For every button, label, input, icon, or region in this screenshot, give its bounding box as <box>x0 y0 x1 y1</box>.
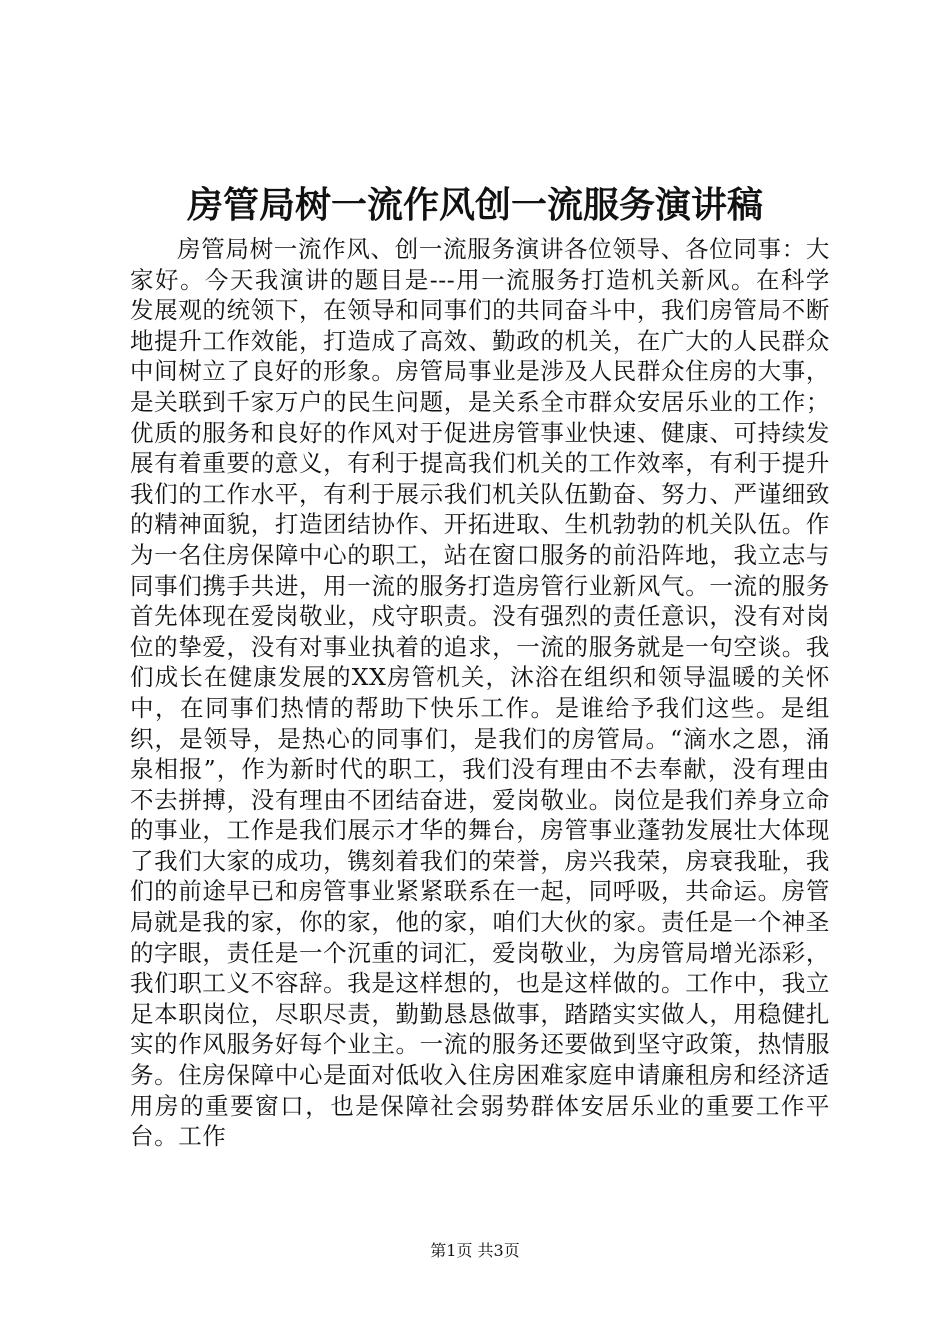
document-title: 房管局树一流作风创一流服务演讲稿 <box>186 184 763 226</box>
page-footer: 第1页 共3页 <box>430 1241 520 1260</box>
document-body-paragraph: 房管局树一流作风、创一流服务演讲各位领导、各位同事：大家好。今天我演讲的题目是---用一流服务打造机关新风。在科学发展观的统领下，在领导和同事们的共同奋斗中，我们房管局不断地提升工作效能，打造成了高效、勤政的机关，在广大的人民群众中间树立了良好的形象。房管局事业是涉及人民群众住房的大事，是关联到千家万户的民生问题，是关系全市群众安居乐业的工作；优质的服务和良好的作风对于促进房管事业快速、健康、可持续发展有着重要的意义，有利于提高我们机关的工作效率，有利于提升我们的工作水平，有利于展示我们机关队伍勤奋、努力、严谨细致的精神面貌，打造团结协作、开拓进取、生机勃勃的机关队伍。作为一名住房保障中心的职工，站在窗口服务的前沿阵地，我立志与同事们携手共进，用一流的服务打造房管行业新风气。一流的服务首先体现在爱岗敬业，戍守职责。没有强烈的责任意识，没有对岗位的挚爱，没有对事业执着的追求，一流的服务就是一句空谈。我们成长在健康发展的XX房管机关，沐浴在组织和领导温暖的关怀中，在同事们热情的帮助下快乐工作。是谁给予我们这些。是组织，是领导，是热心的同事们，是我们的房管局。“滴水之恩，涌泉相报”，作为新时代的职工，我们没有理由不去奉献，没有理由不去拼搏，没有理由不团结奋进，爱岗敬业。岗位是我们养身立命的事业，工作是我们展示才华的舞台，房管事业蓬勃发展壮大体现了我们大家的成功，镌刻着我们的荣誉，房兴我荣，房衰我耻，我们的前途早已和房管事业紧紧联系在一起，同呼吸，共命运。房管局就是我的家，你的家，他的家，咱们大伙的家。责任是一个神圣的字眼，责任是一个沉重的词汇，爱岗敬业，为房管局增光添彩，我们职工义不容辞。我是这样想的，也是这样做的。工作中，我立足本职岗位，尽职尽责，勤勤恳恳做事，踏踏实实做人，用稳健扎实的作风服务好每个业主。一流的服务还要做到坚守政策，热情服务。住房保障中心是面对低收入住房困难家庭申请廉租房和经济适用房的重要窗口，也是保障社会弱势群体安居乐业的重要工作平台。工作 <box>130 235 830 1151</box>
